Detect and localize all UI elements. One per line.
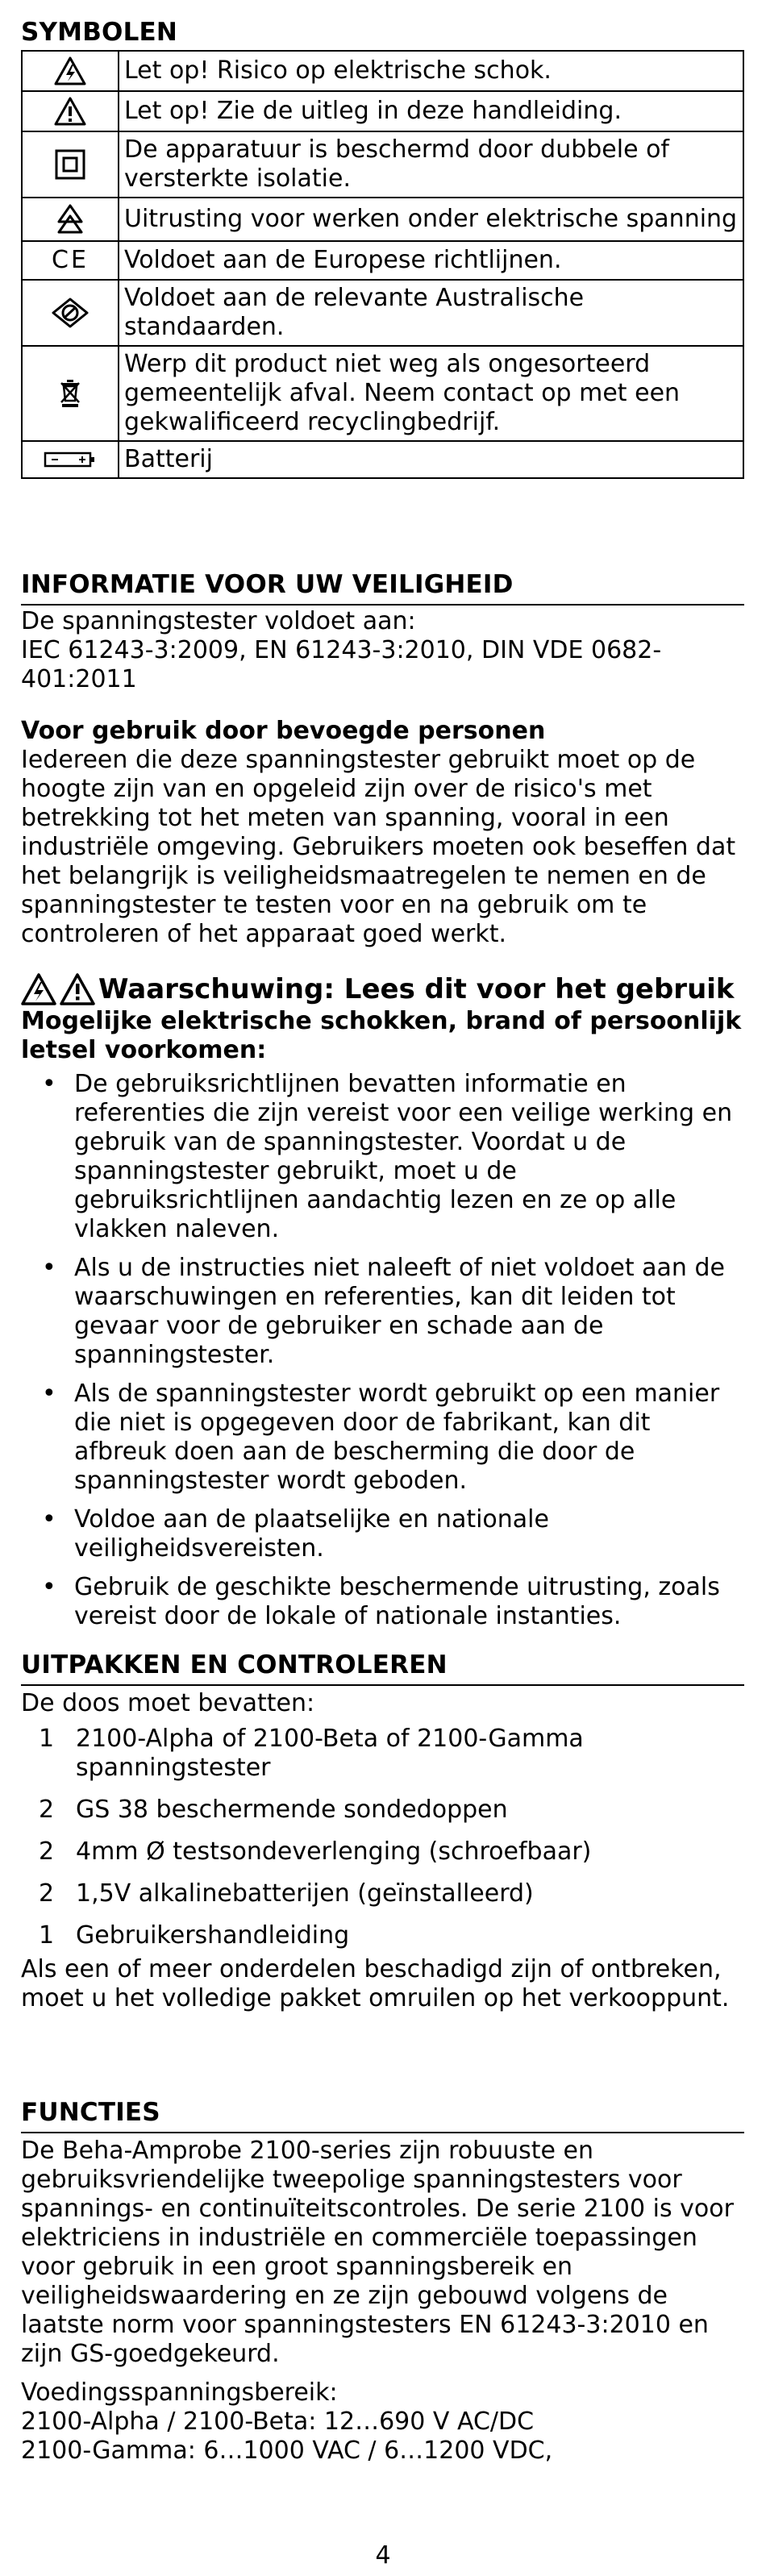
symbol-row [22, 198, 743, 241]
electric-shock-warning-icon [21, 973, 56, 1005]
rcm-mark-icon [51, 297, 90, 329]
warning-title [21, 972, 744, 1007]
unpacking-intro: De doos moet bevatten: [21, 1689, 315, 1717]
list-item: • De gebruiksrichtlijnen bevatten informatie en referenties die zijn vereist voor een veilige werking en gebruik van de spanningstester. Voordat u de spanningstester gebruikt, moet u de gebruiksrichtlijnen aandachtig lezen en ze op alle vlakken naleven. [21, 1070, 744, 1244]
symbol-description: Voldoet aan de relevante Australische standaarden. [119, 280, 743, 346]
authorized-use-text: Iedereen die deze spanningstester gebruikt moet op de hoogte zijn van en opgeleid zijn over de risico's met betrekking tot het meten van spanning, vooral in een industriële omgeving. Gebruikers moeten ook beseffen dat het belangrijk is veiligheidsmaatregelen te nemen en de spanningstester te testen voor en na gebruik om te controleren of het apparaat goed werkt. [21, 746, 736, 948]
symbol-description: Voldoet aan de Europese richtlijnen. [119, 241, 743, 280]
item-quantity: 2 [39, 1879, 55, 1908]
item-quantity: 1 [39, 1725, 55, 1753]
unpacking-section [21, 1649, 744, 2013]
list-item: • Als u de instructies niet naleeft of niet voldoet aan de waarschuwingen en referenties, kan dit leiden tot gevaar voor de gebruiker en schade aan de spanningstester. [21, 1254, 744, 1370]
live-working-icon [56, 203, 84, 235]
list-item [21, 1837, 744, 1866]
item-quantity: 2 [39, 1796, 55, 1824]
unpacking-heading: UITPAKKEN EN CONTROLEREN [21, 1649, 744, 1686]
electric-shock-warning-icon [54, 56, 86, 85]
functions-text: De Beha-Amprobe 2100-series zijn robuuste en gebruiksvriendelijke tweepolige spanningstesters voor spannings- en continuïteitscontroles. De serie 2100 is voor elektriciens in industriële en commerciële toepassingen voor gebruik in een groot spanningsbereik en veiligheidswaardering en ze zijn gebouwd volgens de laatste norm voor spanningstesters EN 61243-3:2010 en zijn GS-goedgekeurd. [21, 2137, 734, 2368]
item-text: GS 38 beschermende sondedoppen [76, 1796, 508, 1824]
voltage-range-alpha-beta: 2100-Alpha / 2100-Beta: 12…690 V AC/DC [21, 2407, 535, 2436]
symbol-row [22, 131, 743, 198]
item-quantity: 1 [39, 1921, 55, 1950]
symbol-description: Uitrusting voor werken onder elektrische spanning [119, 198, 743, 241]
double-insulation-icon [55, 149, 85, 180]
compliance-standards: IEC 61243-3:2009, EN 61243-3:2010, DIN VDE 0682-401:2011 [21, 636, 662, 693]
symbol-row [22, 91, 743, 131]
authorized-use-title: Voor gebruik door bevoegde personen [21, 717, 546, 745]
symbol-row [22, 346, 743, 441]
symbol-row [22, 441, 743, 478]
symbol-description: Let op! Risico op elektrische schok. [119, 51, 743, 91]
symbol-description: Werp dit product niet weg als ongesorteerd gemeentelijk afval. Neem contact op met een gekwalificeerd recyclingbedrijf. [119, 346, 743, 441]
voltage-range-gamma: 2100-Gamma: 6…1000 VAC / 6…1200 VDC, [21, 2437, 553, 2465]
caution-warning-icon [54, 97, 86, 126]
list-item [21, 1879, 744, 1908]
list-item: • Als de spanningstester wordt gebruikt op een manier die niet is opgegeven door de fabrikant, kan dit afbreuk doen aan de bescherming die door de spanningstester wordt geboden. [21, 1380, 744, 1496]
functions-heading: FUNCTIES [21, 2096, 744, 2133]
list-item [21, 1921, 744, 1950]
contents-list [21, 1725, 744, 1950]
warning-subtitle: Mogelijke elektrische schokken, brand of persoonlijk letsel voorkomen: [21, 1007, 742, 1064]
symbols-section [21, 16, 744, 479]
item-quantity: 2 [39, 1837, 55, 1866]
warning-title-text: Waarschuwing: Lees dit voor het gebruik [98, 973, 735, 1005]
symbols-heading: SYMBOLEN [21, 18, 178, 47]
symbol-row [22, 241, 743, 280]
list-item [21, 1725, 744, 1783]
ce-mark-icon: CE [52, 246, 89, 274]
battery-icon [44, 451, 97, 468]
list-item: • Voldoe aan de plaatselijke en nationale veiligheidsvereisten. [21, 1505, 744, 1563]
symbol-row [22, 280, 743, 346]
safety-info-section [21, 568, 744, 949]
list-item [21, 1796, 744, 1825]
list-item: • Gebruik de geschikte beschermende uitrusting, zoals vereist door de lokale of nationale instanties. [21, 1573, 744, 1631]
symbol-row [22, 51, 743, 91]
warning-list [21, 1070, 744, 1631]
symbols-table [21, 50, 744, 479]
caution-warning-icon [60, 973, 95, 1005]
item-text: Gebruikershandleiding [76, 1921, 350, 1950]
compliance-label: De spanningstester voldoet aan: [21, 607, 416, 635]
symbol-description: Batterij [119, 441, 743, 478]
symbol-description: De apparatuur is beschermd door dubbele of versterkte isolatie. [119, 131, 743, 198]
voltage-range-label: Voedingsspanningsbereik: [21, 2378, 338, 2407]
warning-section [21, 972, 744, 1641]
page-number: 4 [375, 2541, 391, 2570]
safety-info-heading: INFORMATIE VOOR UW VEILIGHEID [21, 568, 744, 606]
item-text: 4mm Ø testsondeverlenging (schroefbaar) [76, 1837, 592, 1866]
item-text: 2100-Alpha of 2100-Beta of 2100-Gamma spanningstester [76, 1725, 584, 1782]
weee-bin-icon [60, 378, 81, 409]
symbol-description: Let op! Zie de uitleg in deze handleiding. [119, 91, 743, 131]
item-text: 1,5V alkalinebatterijen (geïnstalleerd) [76, 1879, 534, 1908]
functions-section [21, 2096, 744, 2466]
unpacking-outro: Als een of meer onderdelen beschadigd zijn of ontbreken, moet u het volledige pakket omruilen op het verkooppunt. [21, 1955, 730, 2012]
